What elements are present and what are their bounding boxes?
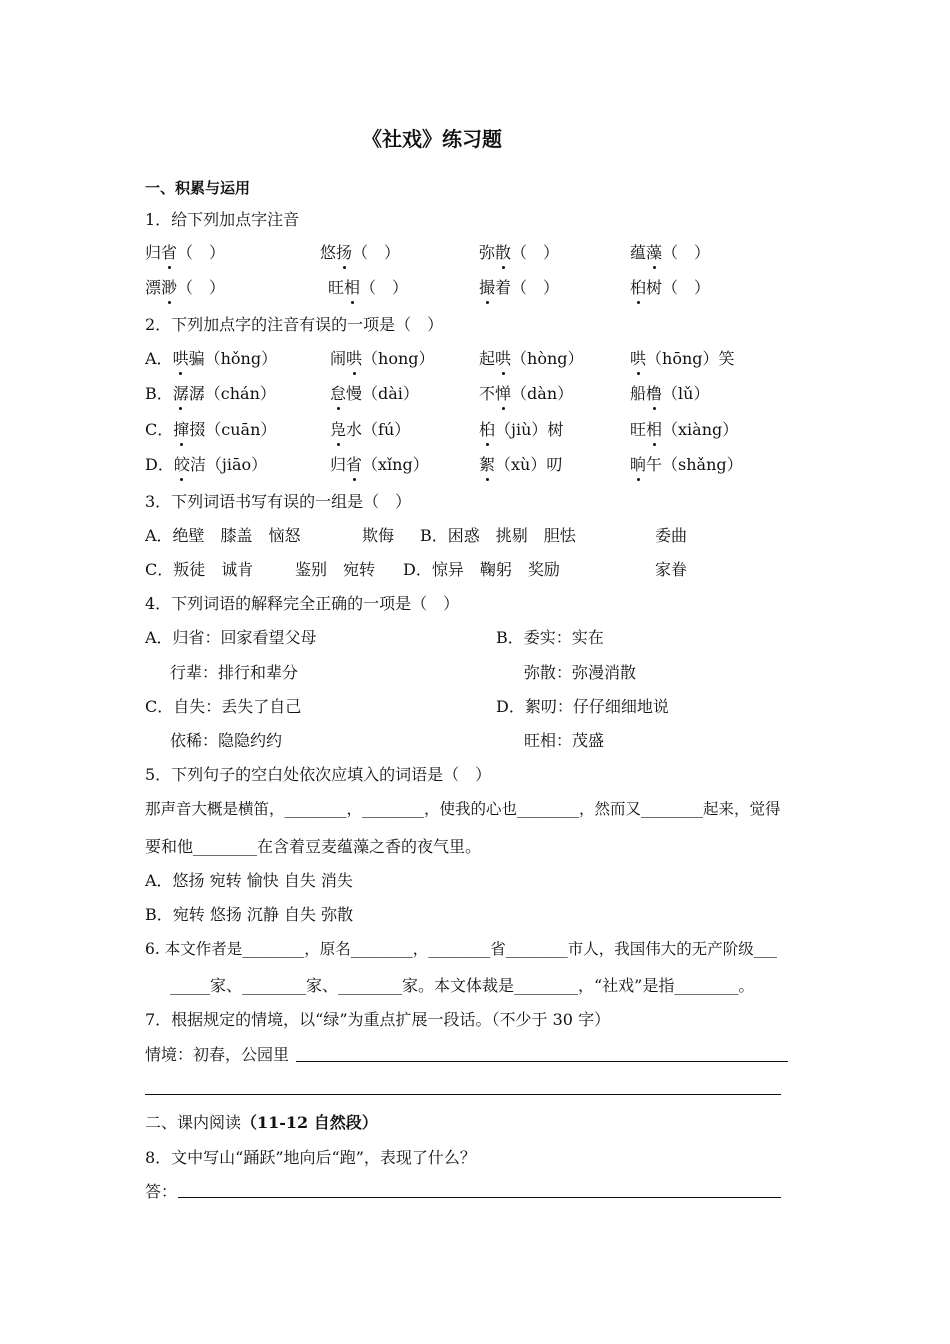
q5-stem: 5．下列句子的空白处依次应填入的词语是（ ） [145,765,492,784]
q3-option: A．绝壁 膝盖 恼怒 [145,526,301,545]
q3-option: 鉴别 宛转 [295,560,376,579]
q2-option: 桕（jiù）树 [479,420,564,439]
q5-sentence: 要和他________在含着豆麦蕴藻之香的夜气里。 [145,837,482,856]
q2-option: 凫水（fú） [330,420,411,439]
q1-item: 悠扬（ ） [320,243,401,262]
q2-option: 怠慢（dài） [330,384,419,403]
q2-option: 闹哄（hong） [330,349,435,368]
q8-stem: 8．文中写山“踊跃”地向后“跑”，表现了什么？ [145,1148,476,1167]
q4-option: A．归省：回家看望父母 [145,628,317,647]
q1-item: 归省（ ） [145,243,226,262]
q1-item: 漂渺（ ） [145,278,226,297]
q1-item: 弥散（ ） [479,243,560,262]
q4-option: 弥散：弥漫消散 [524,663,637,682]
q4-stem: 4．下列词语的解释完全正确的一项是（ ） [145,594,460,613]
q2-option: B．潺潺（chán） [145,384,276,403]
q4-option: B．委实：实在 [496,628,604,647]
q4-option: D．絮叨：仔仔细细地说 [496,697,669,716]
q3-option: B．困惑 挑剔 胆怯 [420,526,576,545]
q3-stem: 3．下列词语书写有误的一组是（ ） [145,492,412,511]
q7-stem: 7．根据规定的情境，以“绿”为重点扩展一段话。（不少于 30 字） [145,1010,611,1029]
q8-answer-label: 答： [145,1182,178,1201]
q7-answer-line[interactable] [296,1061,788,1062]
q3-option: C．叛徒 诚肯 [145,560,254,579]
q1-item: 蕴藻（ ） [630,243,711,262]
q1-stem: 1．给下列加点字注音 [145,210,300,229]
q2-stem: 2．下列加点字的注音有误的一项是（ ） [145,315,444,334]
section-heading-1: 一、积累与运用 [145,179,251,197]
q2-option: 船橹（lǔ） [630,384,710,403]
q2-option: 归省（xǐng） [330,455,429,474]
q6-text: 6. 本文作者是________，原名________，________省________市人，我国伟大的无产阶级___ [145,940,777,958]
q8-answer-line[interactable] [178,1197,781,1198]
q6-text: _____家、________家、________家。本文体裁是________，“社戏”是指________。 [170,976,755,995]
q5-option: A．悠扬 宛转 愉快 自失 消失 [145,871,353,890]
q2-option: 起哄（hòng） [479,349,584,368]
q2-option: 晌午（shǎng） [630,455,743,474]
q3-option: 家眷 [655,560,688,579]
q1-item: 桕树（ ） [630,278,711,297]
q4-option: 旺相：茂盛 [524,731,605,750]
q1-item: 旺相（ ） [328,278,409,297]
q5-option: B．宛转 悠扬 沉静 自失 弥散 [145,905,354,924]
q3-option: D．惊异 鞠躬 奖励 [403,560,560,579]
q5-sentence: 那声音大概是横笛，________，________，使我的心也________，然而又________起来，觉得 [145,800,781,818]
q2-option: D．皎洁（jiāo） [145,455,268,474]
q4-option: 行辈：排行和辈分 [170,663,299,682]
q7-context: 情境：初春，公园里 [145,1045,290,1064]
section-heading-2: 二、课内阅读（11-12 自然段） [145,1113,378,1132]
q2-option: 不惮（dàn） [479,384,574,403]
q2-option: A．哄骗（hǒng） [145,349,278,368]
q2-option: 旺相（xiàng） [630,420,739,439]
q4-option: 依稀：隐隐约约 [170,731,283,750]
q3-option: 委曲 [655,526,688,545]
q1-item: 撮着（ ） [479,278,560,297]
q3-option: 欺侮 [362,526,395,545]
q7-answer-line[interactable] [145,1094,781,1095]
q2-option: 絮（xù）叨 [479,455,563,474]
q2-option: C．撺掇（cuān） [145,420,277,439]
page-title: 《社戏》练习题 [362,127,502,151]
q2-option: 哄（hōng）笑 [630,349,735,368]
q4-option: C．自失：丢失了自己 [145,697,302,716]
